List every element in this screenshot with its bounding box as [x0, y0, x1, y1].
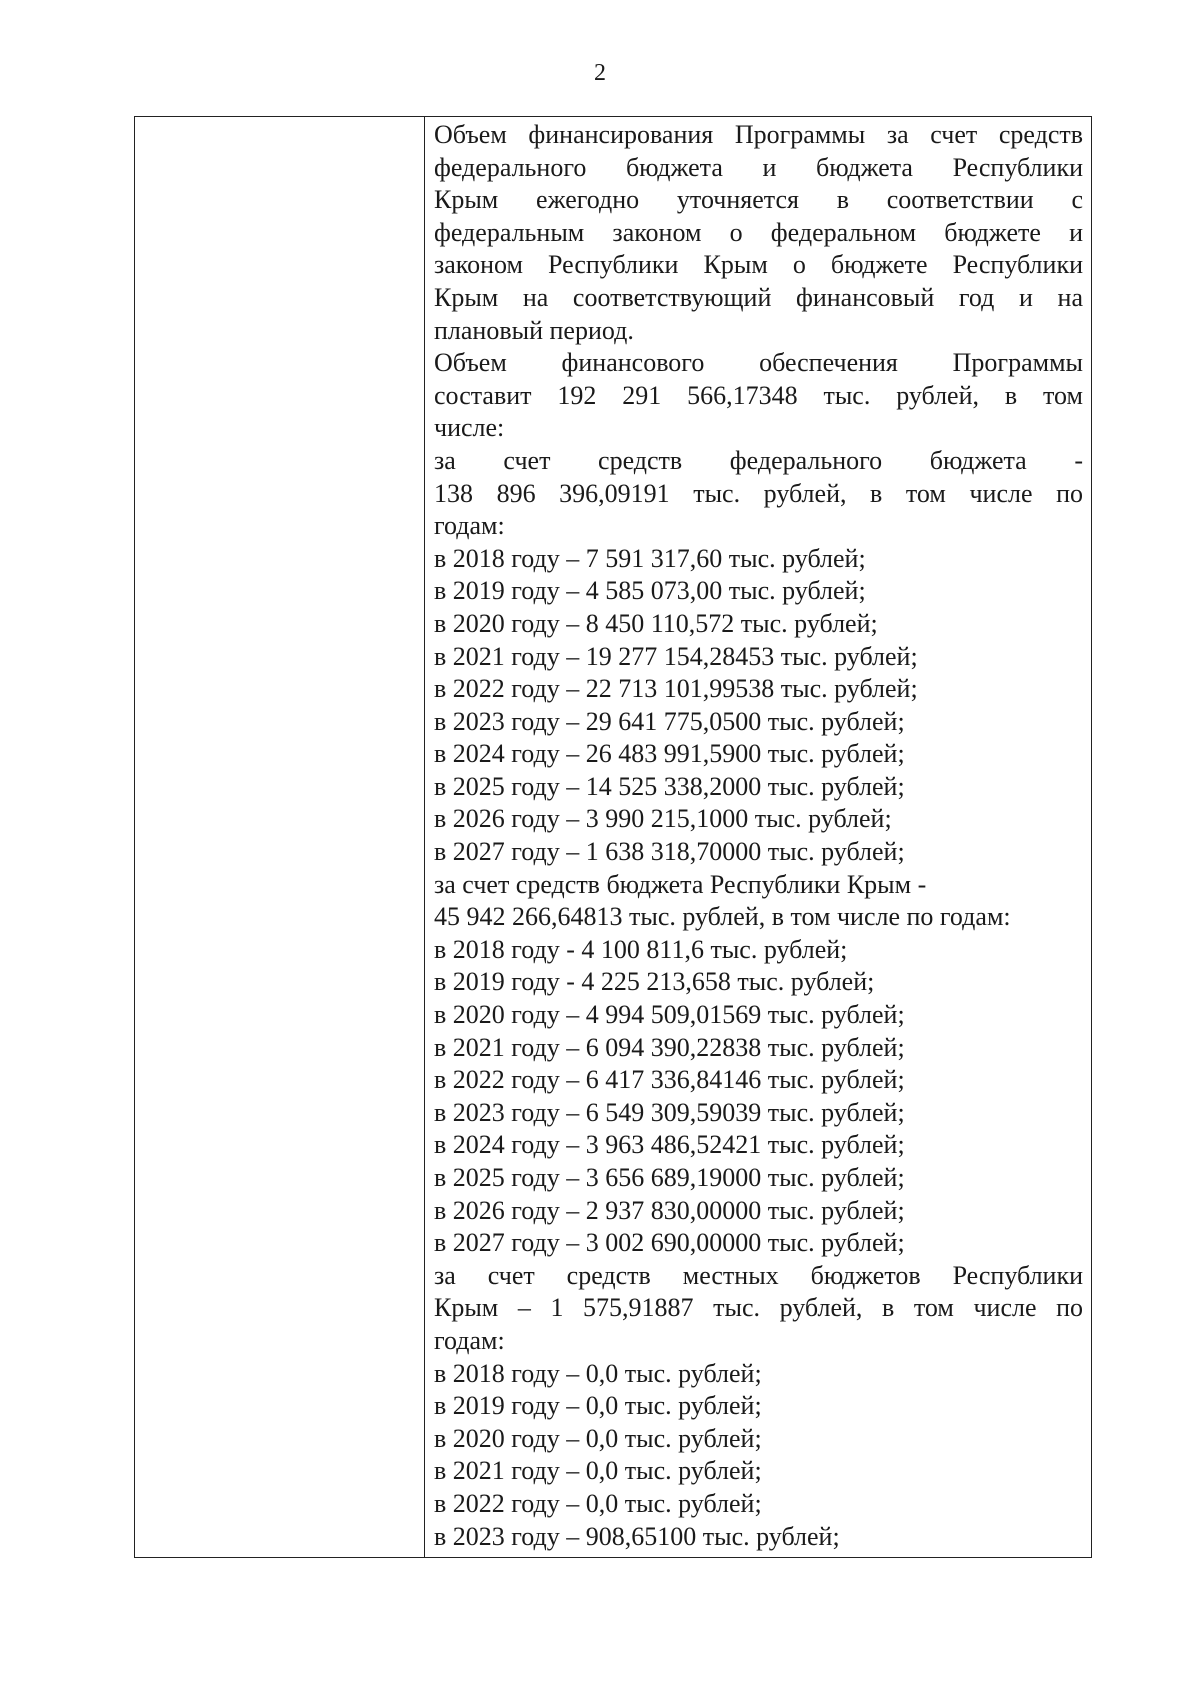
- text-line: годам:: [434, 1325, 505, 1355]
- text-line: в 2022 году – 22 713 101,99538 тыс. рублей;: [434, 674, 918, 704]
- page-number: 2: [594, 60, 606, 86]
- text-line: в 2025 году – 3 656 689,19000 тыс. рублей;: [434, 1163, 905, 1192]
- text-line: в 2018 году – 7 591 317,60 тыс. рублей;: [434, 543, 866, 573]
- text-line: в 2024 году – 3 963 486,52421 тыс. рублей;: [434, 1130, 905, 1160]
- text-line: Объем финансирования Программы за счет средств: [434, 120, 1083, 149]
- text-line: в 2020 году – 0,0 тыс. рублей;: [434, 1423, 762, 1453]
- text-line: в 2022 году – 0,0 тыс. рублей;: [434, 1488, 762, 1518]
- text-line: в 2021 году – 0,0 тыс. рублей;: [434, 1456, 762, 1486]
- text-line: в 2023 году – 29 641 775,0500 тыс. рублей;: [434, 706, 905, 736]
- text-line: Крым – 1 575,91887 тыс. рублей, в том числе по: [434, 1293, 1083, 1323]
- text-line: в 2026 году – 2 937 830,00000 тыс. рублей;: [434, 1195, 905, 1225]
- text-line: в 2022 году – 6 417 336,84146 тыс. рублей;: [434, 1065, 905, 1095]
- text-line: в 2023 году – 6 549 309,59039 тыс. рублей;: [434, 1097, 905, 1127]
- text-line: в 2026 году – 3 990 215,1000 тыс. рублей;: [434, 804, 892, 834]
- text-line: в 2021 году – 19 277 154,28453 тыс. рублей;: [434, 641, 918, 671]
- text-line: в 2020 году – 8 450 110,572 тыс. рублей;: [434, 608, 878, 638]
- text-line: в 2018 году - 4 100 811,6 тыс. рублей;: [434, 934, 848, 964]
- text-line: в 2019 году – 4 585 073,00 тыс. рублей;: [434, 576, 866, 606]
- text-line: числе:: [434, 413, 505, 443]
- text-line: годам:: [434, 511, 505, 541]
- text-line: Объем финансового обеспечения Программы: [434, 348, 1083, 378]
- text-line: законом Республики Крым о бюджете Республики: [434, 250, 1083, 280]
- text-line: в 2018 году – 0,0 тыс. рублей;: [434, 1358, 762, 1388]
- text-line: федерального бюджета и бюджета Республики: [434, 152, 1083, 182]
- text-line: Крым ежегодно уточняется в соответствии с: [434, 185, 1083, 215]
- text-line: в 2019 году – 0,0 тыс. рублей;: [434, 1391, 762, 1421]
- text-line: в 2025 году – 14 525 338,2000 тыс. рублей;: [434, 771, 905, 801]
- text-line: за счет средств местных бюджетов Республики: [434, 1260, 1083, 1290]
- text-line: в 2024 году – 26 483 991,5900 тыс. рублей;: [434, 739, 905, 769]
- column-divider: [424, 117, 425, 1557]
- text-line: за счет средств федерального бюджета -: [434, 445, 1083, 475]
- text-line: в 2021 году – 6 094 390,22838 тыс. рублей;: [434, 1032, 905, 1062]
- text-line: в 2019 году - 4 225 213,658 тыс. рублей;: [434, 967, 875, 997]
- text-line: в 2027 году – 1 638 318,70000 тыс. рублей;: [434, 837, 905, 867]
- text-line: в 2027 году – 3 002 690,00000 тыс. рублей;: [434, 1228, 905, 1258]
- text-line: плановый период.: [434, 315, 634, 345]
- text-line: за счет средств бюджета Республики Крым -: [434, 869, 927, 899]
- text-line: Крым на соответствующий финансовый год и на: [434, 282, 1083, 312]
- text-line: в 2023 году – 908,65100 тыс. рублей;: [434, 1521, 840, 1551]
- table-left-cell: [135, 117, 424, 1557]
- text-line: федеральным законом о федеральном бюджете и: [434, 217, 1083, 247]
- text-line: 45 942 266,64813 тыс. рублей, в том числе по годам:: [434, 902, 1011, 932]
- table-right-cell: [434, 119, 1083, 1553]
- text-line: 138 896 396,09191 тыс. рублей, в том числе по: [434, 478, 1083, 508]
- text-line: составит 192 291 566,17348 тыс. рублей, в том: [434, 380, 1083, 410]
- text-line: в 2020 году – 4 994 509,01569 тыс. рублей;: [434, 1000, 905, 1030]
- financing-table: [134, 116, 1092, 1558]
